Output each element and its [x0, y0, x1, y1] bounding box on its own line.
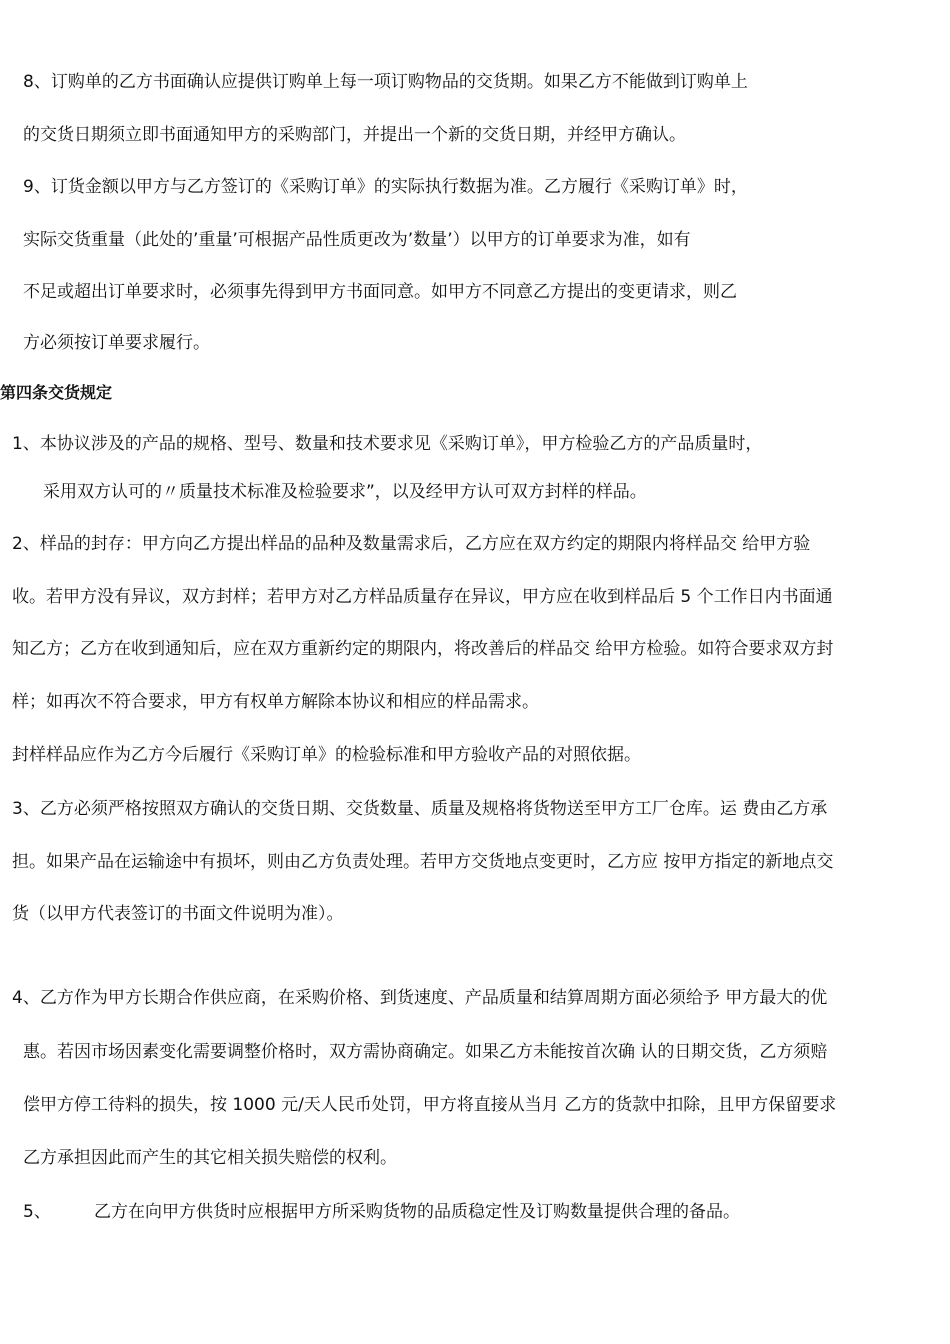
delivery-clause-2-line-4: 样；如再次不符合要求，甲方有权单方解除本协议和相应的样品需求。: [12, 692, 539, 712]
delivery-clause-1-line-1: 1、本协议涉及的产品的规格、型号、数量和技术要求见《采购订单》，甲方检验乙方的产品质量时，: [12, 434, 763, 454]
delivery-clause-4-line-2: 惠。若因市场因素变化需要调整价格时，双方需协商确定。如果乙方未能按首次确 认的日期交货，乙方须赔: [23, 1042, 828, 1062]
delivery-clause-3-line-2: 担。如果产品在运输途中有损坏，则由乙方负责处理。若甲方交货地点变更时，乙方应 按甲方指定的新地点交: [12, 852, 834, 872]
clause-9-line-2: 实际交货重量（此处的’重量’可根据产品性质更改为’数量’）以甲方的订单要求为准，如有: [23, 230, 691, 250]
delivery-clause-1-line-2: 采用双方认可的〃质量技术标准及检验要求”，以及经甲方认可双方封样的样品。: [43, 482, 647, 502]
clause-9-line-1: 9、订货金额以甲方与乙方签订的《采购订单》的实际执行数据为准。乙方履行《采购订单》时，: [23, 177, 748, 197]
delivery-clause-3-line-3: 货（以甲方代表签订的书面文件说明为准）。: [12, 904, 344, 924]
delivery-clause-2-line-2: 收。若甲方没有异议，双方封样；若甲方对乙方样品质量存在异议，甲方应在收到样品后 5 个工作日内书面通: [12, 587, 833, 607]
delivery-clause-4-line-4: 乙方承担因此而产生的其它相关损失赔偿的权利。: [23, 1148, 397, 1168]
clause-9-line-3: 不足或超出订单要求时，必须事先得到甲方书面同意。如甲方不同意乙方提出的变更请求，则乙: [23, 282, 737, 302]
clause-8-line-1: 8、订购单的乙方书面确认应提供订购单上每一项订购物品的交货期。如果乙方不能做到订购单上: [23, 72, 748, 92]
delivery-clause-4-line-1: 4、乙方作为甲方长期合作供应商，在采购价格、到货速度、产品质量和结算周期方面必须给予 甲方最大的优: [12, 988, 828, 1008]
sample-basis-paragraph: 封样样品应作为乙方今后履行《采购订单》的检验标准和甲方验收产品的对照依据。: [12, 745, 641, 765]
delivery-clause-2-line-3: 知乙方；乙方在收到通知后，应在双方重新约定的期限内，将改善后的样品交 给甲方检验。如符合要求双方封: [12, 639, 834, 659]
delivery-clause-5-text: 乙方在向甲方供货时应根据甲方所采购货物的品质稳定性及订购数量提供合理的备品。: [94, 1202, 740, 1222]
delivery-clause-3-line-1: 3、乙方必须严格按照双方确认的交货日期、交货数量、质量及规格将货物送至甲方工厂仓库。运 费由乙方承: [12, 799, 828, 819]
section-heading: 第四条交货规定: [0, 383, 113, 402]
delivery-clause-4-line-3: 偿甲方停工待料的损失，按 1000 元/天人民币处罚，甲方将直接从当月 乙方的货款中扣除，且甲方保留要求: [23, 1095, 837, 1115]
delivery-clause-5-number: 5、: [23, 1202, 51, 1222]
delivery-clause-2-line-1: 2、样品的封存：甲方向乙方提出样品的品种及数量需求后，乙方应在双方约定的期限内将样品交 给甲方验: [12, 534, 811, 554]
clause-9-line-4: 方必须按订单要求履行。: [23, 333, 210, 353]
clause-8-line-2: 的交货日期须立即书面通知甲方的采购部门，并提出一个新的交货日期，并经甲方确认。: [23, 125, 686, 145]
